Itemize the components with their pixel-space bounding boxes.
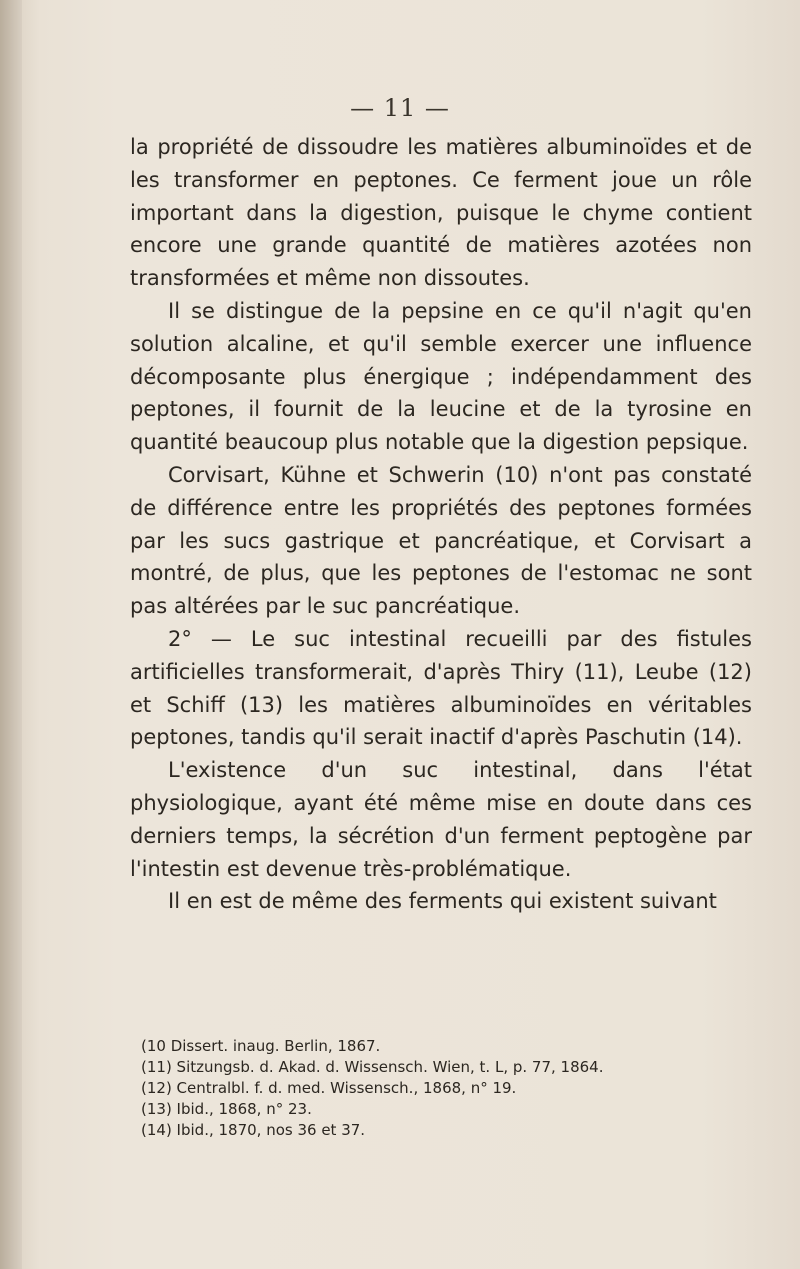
page-number: — 11 —	[350, 94, 450, 122]
footnotes	[141, 1036, 751, 1141]
paragraph: Il en est de même des ferments qui existent suivant	[168, 889, 717, 914]
book-spine-edge	[0, 0, 22, 1269]
paragraph: L'existence d'un suc intestinal, dans l'état physiologique, ayant été même mise en doute dans ces derniers temps, la sécrétion d'un ferment peptogène par l'intestin est devenue très-problématique.	[130, 758, 752, 881]
footnote: (14) Ibid., 1870, nos 36 et 37.	[141, 1121, 366, 1139]
paragraph: Il se distingue de la pepsine en ce qu'il n'agit qu'en solution alcaline, et qu'il semble exercer une influence décomposante plus énergique ; indépendamment des peptones, il fournit de la leucine et de la tyrosine en quantité beaucoup plus notable que la digestion pepsique.	[130, 298, 752, 455]
paragraph: 2° — Le suc intestinal recueilli par des fistules artificielles transformerait, d'après Thiry (11), Leube (12) et Schiff (13) les matières albuminoïdes en véritables peptones, tandis qu'il serait inactif d'après Paschutin (14).	[130, 626, 752, 750]
footnote: (10 Dissert. inaug. Berlin, 1867.	[141, 1037, 381, 1055]
footnote: (12) Centralbl. f. d. med. Wissensch., 1868, n° 19.	[141, 1079, 517, 1097]
paragraph: la propriété de dissoudre les matières albuminoïdes et de les transformer en peptones. Ce ferment joue un rôle important dans la digestion, puisque le chyme contient encore une grande quantité de matières azotées non transformées et même non dissoutes.	[130, 135, 752, 291]
footnote: (11) Sitzungsb. d. Akad. d. Wissensch. Wien, t. L, p. 77, 1864.	[141, 1058, 604, 1076]
paragraph: Corvisart, Kühne et Schwerin (10) n'ont pas constaté de différence entre les propriétés des peptones formées par les sucs gastrique et pancréatique, et Corvisart a montré, de plus, que les peptones de l'estomac ne sont pas altérées par le suc pancréatique.	[130, 462, 752, 619]
main-text	[130, 131, 752, 918]
footnote: (13) Ibid., 1868, n° 23.	[141, 1100, 312, 1118]
